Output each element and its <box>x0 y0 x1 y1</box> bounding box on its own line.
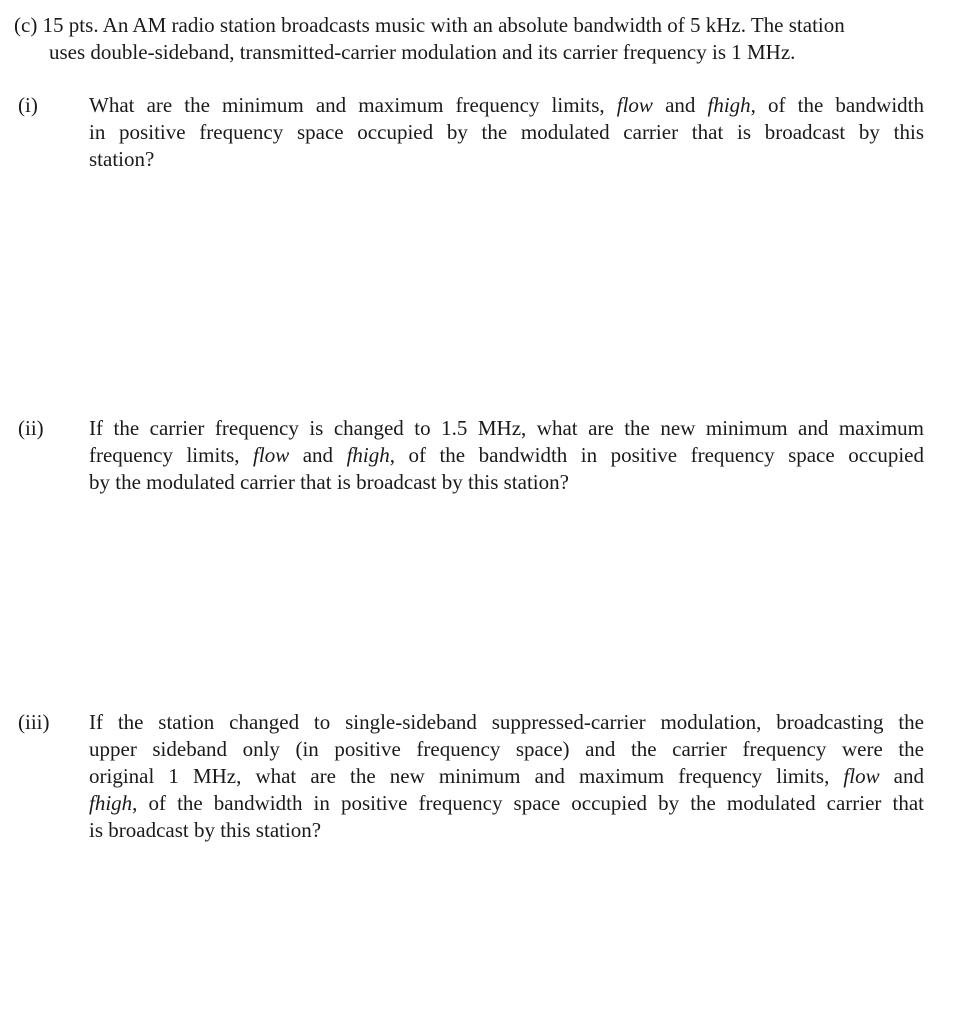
subquestion-label: (i) <box>18 93 38 117</box>
fhigh-variable: fhigh <box>346 443 390 467</box>
question-header <box>14 12 926 66</box>
text-fragment: and <box>665 93 696 117</box>
text-line: in positive frequency space occupied by the modulated carrier that is broadcast by this <box>89 120 924 144</box>
text-fragment: , of the bandwidth in positive frequency space occupied by the modulated carrier that <box>132 791 924 815</box>
subquestion-iii <box>18 709 924 844</box>
subquestion-label: (ii) <box>18 416 44 440</box>
text-line <box>89 442 924 469</box>
text-fragment: and <box>302 443 334 467</box>
text-line: If the station changed to single-sideband suppressed-carrier modulation, broadcasting the <box>89 710 924 734</box>
text-line <box>89 92 924 119</box>
subquestion-text <box>89 92 924 173</box>
header-line-2: uses double-sideband, transmitted-carrier modulation and its carrier frequency is 1 MHz. <box>49 40 796 64</box>
question-points: (c) 15 pts. <box>14 13 99 37</box>
text-line <box>89 763 924 790</box>
flow-variable: flow <box>843 764 880 788</box>
subquestion-i <box>18 92 924 173</box>
text-fragment: frequency limits, <box>89 443 240 467</box>
text-fragment: , of the bandwidth in positive frequency space occupied <box>389 443 924 467</box>
header-text-1: An AM radio station broadcasts music with an absolute bandwidth of 5 kHz. The station <box>102 13 845 37</box>
fhigh-variable: fhigh <box>89 791 133 815</box>
subquestion-ii <box>18 415 924 496</box>
text-line: upper sideband only (in positive frequency space) and the carrier frequency were the <box>89 737 924 761</box>
text-fragment: original 1 MHz, what are the new minimum and maximum frequency limits, <box>89 764 830 788</box>
text-fragment: , of the bandwidth <box>750 93 925 117</box>
flow-variable: flow <box>253 443 290 467</box>
text-fragment: What are the minimum and maximum frequency limits, <box>89 93 605 117</box>
text-line: If the carrier frequency is changed to 1.5 MHz, what are the new minimum and maximum <box>89 416 924 440</box>
text-line: station? <box>89 147 155 171</box>
subquestion-label: (iii) <box>18 710 50 734</box>
flow-variable: flow <box>616 93 653 117</box>
subquestion-text <box>89 709 924 844</box>
subquestion-text <box>89 415 924 496</box>
text-fragment: and <box>893 764 924 788</box>
text-line: is broadcast by this station? <box>89 818 322 842</box>
fhigh-variable: fhigh <box>707 93 751 117</box>
text-line <box>89 790 924 817</box>
text-line: by the modulated carrier that is broadcast by this station? <box>89 470 569 494</box>
header-line-1 <box>14 12 926 39</box>
